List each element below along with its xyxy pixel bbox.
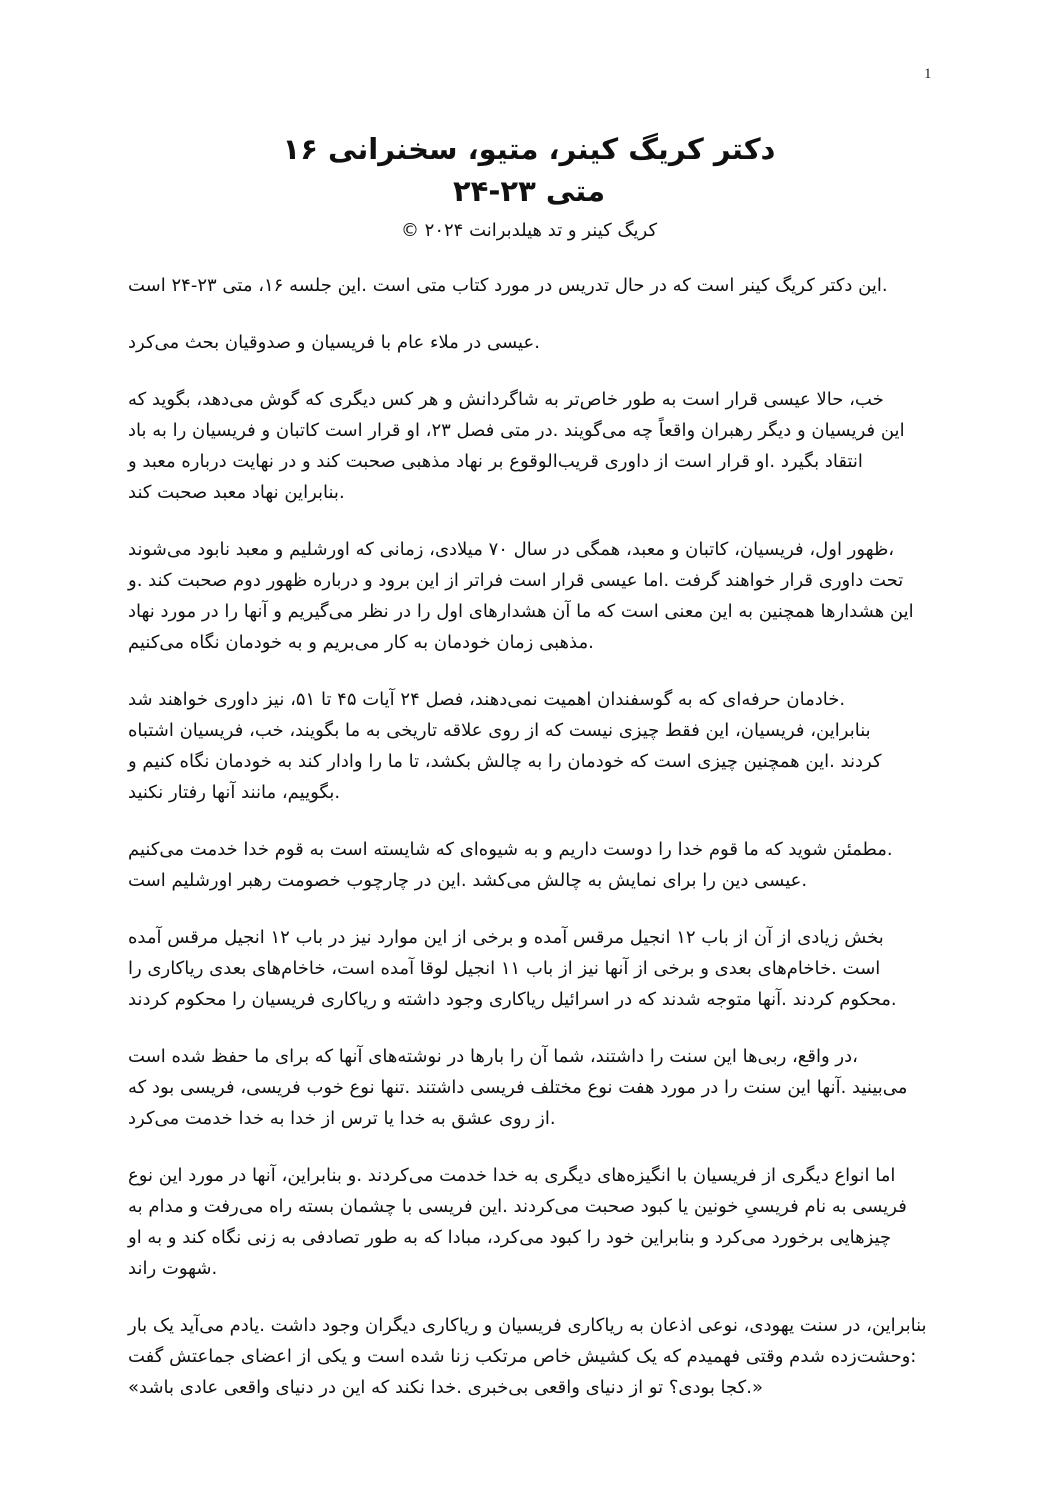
paragraph-line: .محکوم کردند .آنها متوجه شدند که در اسرائیل ریاکاری وجود داشته و ریاکاری فریسیان را محکوم کردند — [128, 989, 897, 1010]
paragraph-line: ،ظهور اول، فریسیان، کاتبان و معبد، همگی در سال ۷۰ میلادی، زمانی که اورشلیم و معبد نابود می‌شوند — [128, 539, 895, 560]
paragraph-line: بخش زیادی از آن از باب ۱۲ انجیل مرقس آمده و برخی از این موارد نیز در باب ۱۲ انجیل مرقس آمده — [128, 927, 884, 948]
paragraph-line: کردند .این همچنین چیزی است که خودمان را به چالش بکشد، تا ما را وادار کند به خودمان نگاه کنیم و — [128, 751, 882, 772]
paragraph — [128, 922, 930, 1015]
copyright-notice: کریگ کینر و تد هیلدبرانت ۲۰۲۴ © — [400, 220, 658, 241]
paragraph-line: ،در واقع، ربی‌ها این سنت را داشتند، شما آن را بارها در نوشته‌های آنها که برای ما حفظ شده است — [128, 1046, 858, 1067]
paragraph-line: فریسی به نام فریسیِ خونین یا کبود صحبت می‌کردند .این فریسی با چشمان بسته راه می‌رفت و مدام به — [128, 1196, 907, 1217]
paragraph-line: خب، حالا عیسی قرار است به طور خاص‌تر به شاگردانش و هر کس دیگری که گوش می‌دهد، بگوید که — [128, 389, 884, 410]
paragraph-line: چیزهایی برخورد می‌کرد و بنابراین خود را کبود می‌کرد، مبادا که به طور تصادفی به زنی نگاه کند و به او — [128, 1227, 892, 1248]
paragraph-line: .از روی عشق به خدا یا ترس از خدا به خدا خدمت می‌کرد — [128, 1108, 556, 1129]
paragraph-line: .خادمان حرفه‌ای که به گوسفندان اهمیت نمی‌دهند، فصل ۲۴ آیات ۴۵ تا ۵۱، نیز داوری خواهند شد — [128, 689, 846, 710]
document-title-line-1: دکتر کریگ کینر، متیو، سخنرانی ۱۶ — [282, 132, 776, 166]
paragraph-line: .بنابراین نهاد معبد صحبت کند — [128, 482, 345, 503]
paragraph-line: انتقاد بگیرد .او قرار است از داوری قریب‌الوقوع بر نهاد مذهبی صحبت کند و در نهایت درباره معبد و — [128, 451, 863, 472]
paragraph — [128, 1160, 930, 1284]
paragraph-line: این هشدارها همچنین به این معنی است که ما آن هشدارهای اول را در نظر می‌گیریم و آنها را در مورد نهاد — [128, 601, 914, 622]
paragraph-line: این فریسیان و دیگر رهبران واقعاً چه می‌گویند .در متی فصل ۲۳، او قرار است کاتبان و فریسیان را به باد — [128, 420, 905, 441]
paragraph-line: است .خاخام‌های بعدی و برخی از آنها نیز از باب ۱۱ انجیل لوقا آمده است، خاخام‌های بعدی ریاکاری را — [128, 958, 881, 979]
paragraph-line: .مذهبی زمان خودمان به کار می‌بریم و به خودمان نگاه می‌کنیم — [128, 632, 594, 653]
paragraph-line: بنابراین، در سنت یهودی، نوعی اذعان به ریاکاری فریسیان و ریاکاری دیگران وجود داشت .یادم می‌آید یک بار — [128, 1315, 927, 1336]
paragraph — [128, 327, 930, 358]
paragraph — [128, 270, 930, 301]
paragraph — [128, 534, 930, 658]
paragraph-line: .مطمئن شوید که ما قوم خدا را دوست داریم و به شیوه‌ای که شایسته است به قوم خدا خدمت می‌کنیم — [128, 839, 893, 860]
paragraph — [128, 384, 930, 508]
paragraph-line: .عیسی در ملاء عام با فریسیان و صدوقیان بحث می‌کرد — [128, 332, 540, 353]
paragraph — [128, 684, 930, 808]
paragraph-line: «.کجا بودی؟ تو از دنیای واقعی بی‌خبری .خدا نکند که این در دنیای واقعی عادی باشد» — [128, 1377, 763, 1398]
paragraph-line: اما انواع دیگری از فریسیان با انگیزه‌های دیگری به خدا خدمت می‌کردند .و بنابراین، آنها در مورد این نوع — [128, 1165, 896, 1186]
paragraph-line: .شهوت راند — [128, 1258, 218, 1279]
paragraph — [128, 1041, 930, 1134]
paragraph-line: می‌بینید .آنها این سنت را در مورد هفت نوع مختلف فریسی داشتند .تنها نوع خوب فریسی، فریسی بود که — [128, 1077, 908, 1098]
paragraph-line: .این دکتر کریگ کینر است که در حال تدریس در مورد کتاب متی است .این جلسه ۱۶، متی ۲۳-۲۴ است — [128, 275, 888, 296]
paragraph-line: :وحشت‌زده شدم وقتی فهمیدم که یک کشیش خاص مرتکب زنا شده است و یکی از اعضای جماعتش گفت — [128, 1346, 917, 1367]
paragraph — [128, 1310, 930, 1403]
paragraph-line: .عیسی دین را برای نمایش به چالش می‌کشد .این در چارچوب خصومت رهبر اورشلیم است — [128, 870, 808, 891]
paragraph — [128, 834, 930, 896]
page-number: 1 — [924, 66, 932, 82]
document-body — [128, 270, 930, 1429]
document-header — [0, 128, 1058, 246]
paragraph-line: .بگوییم، مانند آنها رفتار نکنید — [128, 782, 341, 803]
document-title-line-2: متی ۲۳-۲۴ — [452, 174, 606, 208]
paragraph-line: تحت داوری قرار خواهند گرفت .اما عیسی قرار است فراتر از این برود و درباره ظهور دوم صحبت کند .و — [128, 570, 904, 591]
paragraph-line: بنابراین، فریسیان، این فقط چیزی نیست که از روی علاقه تاریخی به ما بگویند، خب، فریسیان اشتباه — [128, 720, 871, 741]
